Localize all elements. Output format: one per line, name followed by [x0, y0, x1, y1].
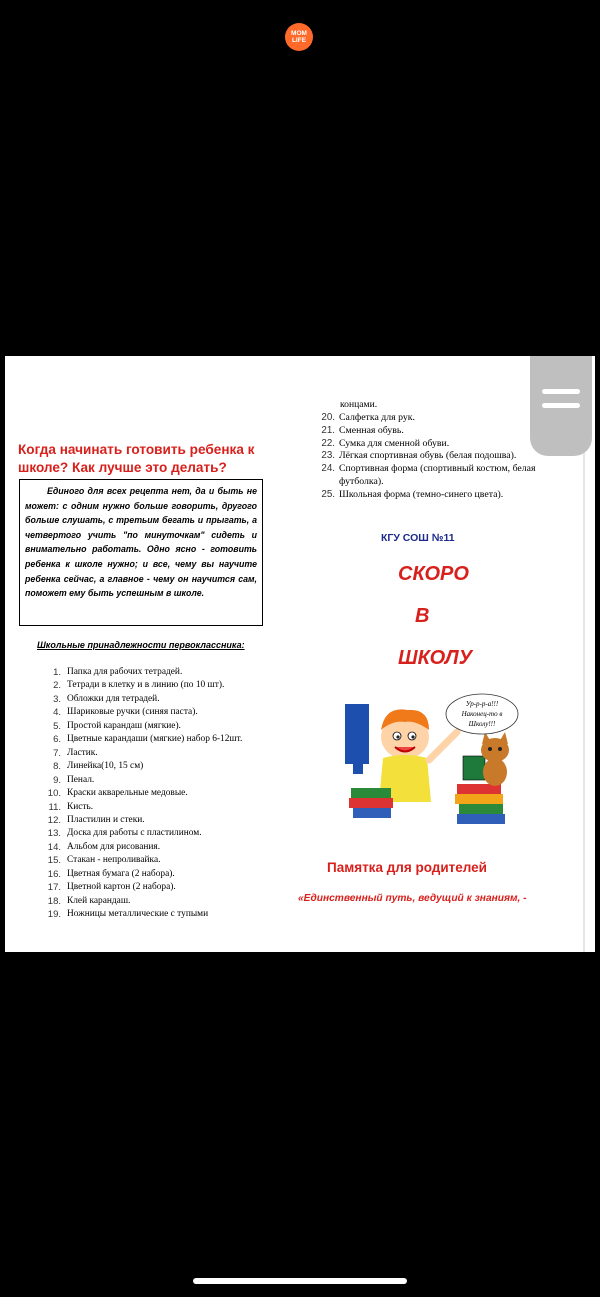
list-item [315, 425, 565, 438]
list-item-text: Сменная обувь. [339, 424, 404, 436]
school-uniform-shape [345, 704, 369, 764]
list-item-number: 20. [321, 412, 335, 423]
book-5 [455, 794, 503, 804]
list-item-text: Ластик. [67, 747, 98, 758]
book-2 [349, 798, 393, 808]
list-item [41, 747, 242, 760]
list-item [315, 412, 565, 425]
cat-eye-right [498, 747, 502, 751]
list-item-number: 3. [53, 693, 61, 705]
book-7 [457, 814, 505, 824]
title-line-2: В [415, 605, 430, 627]
cat-body [483, 758, 507, 786]
boy-pupil-left [396, 735, 399, 738]
list-item-text: Линейка(10, 15 см) [67, 761, 144, 772]
app-logo-line1: MOM [291, 30, 307, 37]
school-uniform-legs [353, 760, 363, 774]
list-item-number: 7. [53, 747, 61, 759]
app-logo-line2: LIFE [291, 37, 307, 44]
list-item [315, 489, 565, 502]
list-item [41, 895, 242, 908]
boy-arm [429, 732, 457, 760]
supplies-list [41, 666, 242, 922]
list-item-text: Кисть. [67, 801, 94, 812]
list-item-text: Лёгкая спортивная обувь (белая подошва). [339, 450, 517, 462]
title-line-1: СКОРО [398, 563, 469, 585]
list-item-number: 15. [47, 855, 61, 867]
list-item-number: 11. [48, 801, 61, 813]
list-item-text: Обложки для тетрадей. [67, 693, 160, 704]
list-item [41, 679, 242, 692]
quote-box [19, 479, 263, 626]
list-item-text: Альбом для рисования. [67, 841, 161, 852]
left-heading: Когда начинать готовить ребенка к школе? Как лучше это делать? [18, 442, 255, 475]
list-item [41, 720, 242, 733]
list-item-number: 13. [47, 828, 61, 840]
list-item-text: Салфетка для рук. [339, 412, 415, 423]
boy-and-cat-illustration [345, 692, 525, 832]
list-item-number: 9. [53, 774, 61, 786]
speech-line-3: Школу!!! [468, 720, 496, 728]
school-name: КГУ СОШ №11 [381, 532, 455, 544]
list-item-number: 1. [53, 667, 61, 678]
quote-text: Единого для всех рецепта нет, да и быть не может: с одним нужно больше говорить, другого больше слушать, с третьим бегать и прыгать, а четвертого учить "по минуточкам" сидеть и внимательно работать. Одно ясно - готовить ребенка к школе нужно; и все, чему вы научите ребенка сейчас, а главное - чему он научится сам, поможет ему быть успешным в школе. [25, 486, 257, 599]
list-item-number: 14. [47, 841, 61, 853]
handle-bar-icon [542, 389, 580, 394]
scroll-handle[interactable] [530, 356, 592, 456]
list-item-text: Стакан - непроливайка. [67, 855, 161, 866]
list-item-text: Краски акварельные медовые. [67, 788, 188, 799]
list-item-number: 2. [53, 680, 61, 692]
list-item [41, 854, 242, 867]
list-item-number: 4. [53, 707, 61, 719]
list-item [41, 706, 242, 719]
list-continuation: концами. [340, 399, 378, 410]
list-item-text: Сумка для сменной обуви. [339, 437, 450, 449]
list-item-text: Ножницы металлические с тупыми [67, 909, 209, 920]
list-item-number: 6. [53, 734, 61, 746]
list-item [315, 438, 565, 451]
list-item-text: Доска для работы с пластилином. [67, 828, 202, 839]
list-item-number: 18. [47, 895, 61, 907]
list-item-text: Цветной картон (2 набора). [67, 882, 176, 893]
list-item [41, 868, 242, 881]
list-item-text: Школьная форма (темно-синего цвета). [339, 488, 504, 500]
app-logo [285, 23, 313, 51]
list-item-number: 22. [321, 437, 335, 449]
list-item-number: 24. [321, 463, 335, 475]
list-item-text: Пластилин и стеки. [67, 814, 145, 825]
list-item-number: 25. [321, 488, 335, 500]
list-item-number: 17. [47, 882, 61, 894]
list-item [41, 787, 242, 800]
list-item [41, 666, 242, 679]
list-item [41, 693, 242, 706]
list-item-text: Спортивная форма (спортивный костюм, белая футболка). [339, 463, 536, 487]
list-item-text: Цветные карандаши (мягкие) набор 6-12шт. [67, 734, 243, 745]
list-item-text: Клей карандаш. [67, 895, 131, 906]
list-item-number: 5. [53, 720, 61, 732]
list-item [41, 801, 242, 814]
list-item [41, 908, 242, 921]
list-item [41, 760, 242, 773]
supplies-title: Школьные принадлежности первоклассника: [37, 640, 245, 650]
quote-line: «Единственный путь, ведущий к знаниям, - [298, 893, 527, 904]
list-item-text: Папка для рабочих тетрадей. [67, 667, 183, 677]
list-item-text: Пенал. [67, 774, 95, 785]
list-item-number: 16. [47, 868, 61, 880]
speech-line-2: Наконец-то в [461, 710, 503, 718]
list-item [41, 827, 242, 840]
list-item-number: 21. [321, 424, 335, 436]
list-item-text: Цветная бумага (2 набора). [67, 868, 175, 879]
memo-title: Памятка для родителей [327, 860, 487, 875]
list-item [41, 814, 242, 827]
book-6 [459, 804, 503, 814]
globe-box [463, 756, 485, 780]
list-item [41, 774, 242, 787]
list-item-number: 10. [47, 788, 61, 800]
list-item-text: Тетради в клетку и в линию (по 10 шт). [67, 680, 225, 691]
handle-bar-icon [542, 403, 580, 408]
list-item-number: 12. [47, 814, 61, 826]
list-item [41, 881, 242, 894]
list-item-number: 23. [321, 450, 335, 462]
book-3 [353, 808, 391, 818]
book-1 [351, 788, 391, 798]
speech-line-1: Ур-р-р-а!!! [465, 700, 499, 708]
list-item-number: 8. [53, 761, 61, 773]
list-item [315, 450, 565, 463]
title-line-3: ШКОЛУ [398, 647, 473, 669]
list-item-text: Шариковые ручки (синяя паста). [67, 707, 198, 718]
boy-pupil-right [411, 735, 414, 738]
list-item-text: Простой карандаш (мягкие). [67, 720, 181, 731]
cat-eye-left [488, 747, 492, 751]
document-image [5, 356, 595, 952]
list-item-number: 19. [47, 909, 61, 921]
list-item [41, 733, 242, 746]
list-item [315, 463, 565, 489]
list-item [41, 841, 242, 854]
home-indicator[interactable] [193, 1278, 407, 1284]
supplies-list-continued [315, 412, 565, 502]
